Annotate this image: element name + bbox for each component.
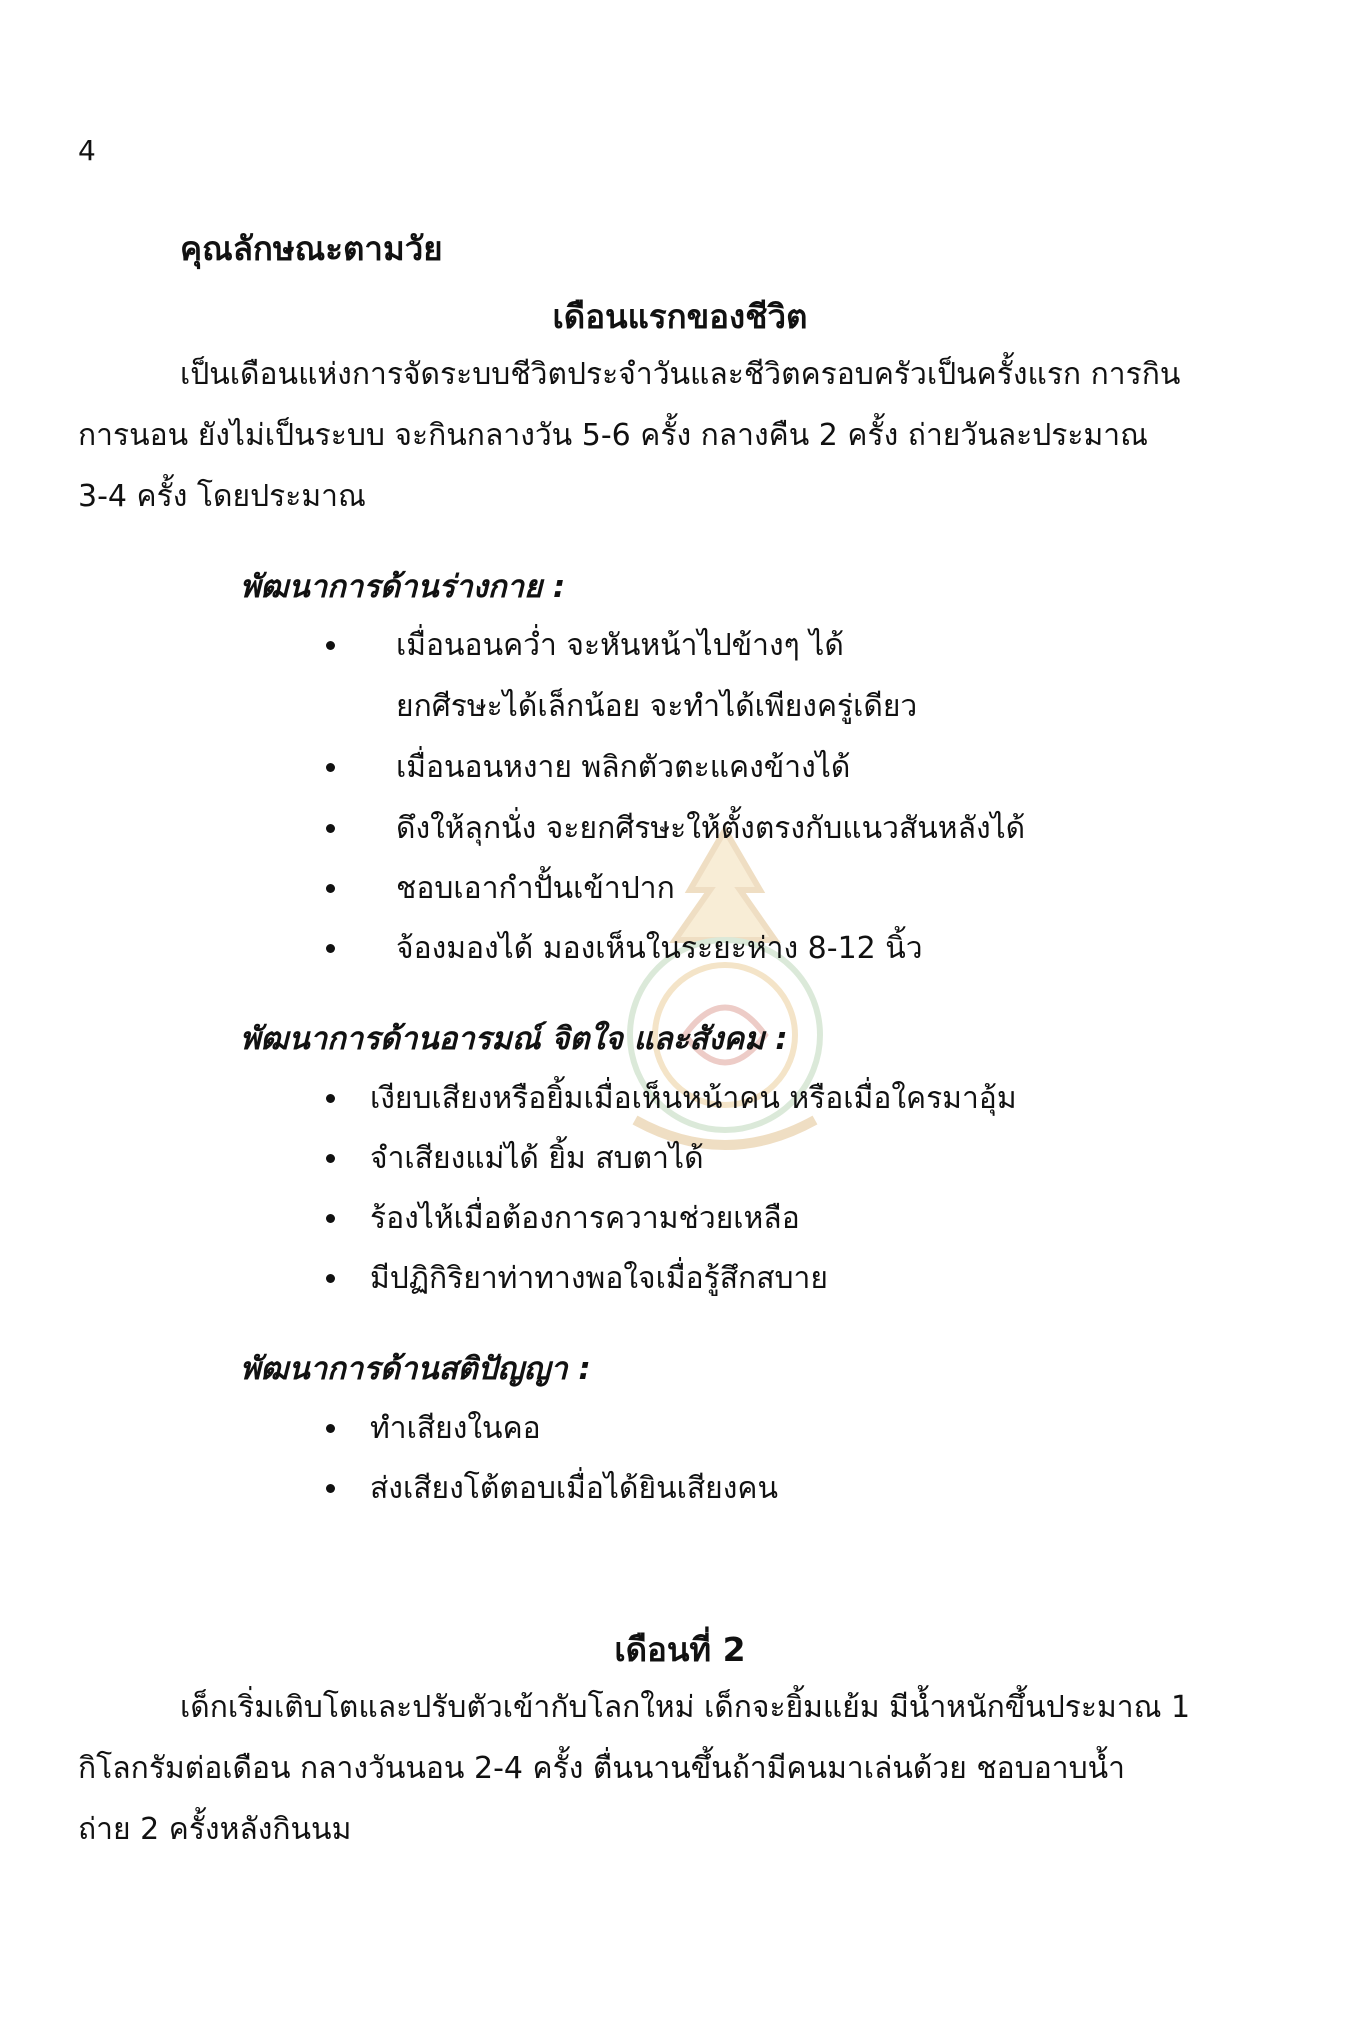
emotional-dev-title: พัฒนาการด้านอารมณ์ จิตใจ และสังคม : [240,1021,788,1057]
month2-intro-line-1: เด็กเริ่มเติบโตและปรับตัวเข้ากับโลกใหม่ เด็กจะยิ้มแย้ม มีน้ำหนักขึ้นประมาณ 1 [180,1690,1191,1725]
physical-item-4: ชอบเอากำปั้นเข้าปาก [396,871,675,906]
emotional-item-3: ร้องไห้เมื่อต้องการความช่วยเหลือ [370,1201,800,1236]
bullet-icon [326,884,335,893]
bullet-icon [326,944,335,953]
bullet-icon [326,1424,335,1433]
bullet-icon [326,763,335,772]
month1-intro-line-2: การนอน ยังไม่เป็นระบบ จะกินกลางวัน 5-6 ครั้ง กลางคืน 2 ครั้ง ถ่ายวันละประมาณ [78,418,1148,453]
intellectual-item-1: ทำเสียงในคอ [370,1411,541,1446]
bullet-icon [326,1484,335,1493]
month2-title: เดือนที่ 2 [614,1630,746,1669]
bullet-icon [326,1214,335,1223]
emotional-item-1: เงียบเสียงหรือยิ้มเมื่อเห็นหน้าคน หรือเมื่อใครมาอุ้ม [370,1081,1017,1116]
bullet-icon [326,1094,335,1103]
month1-title: เดือนแรกของชีวิต [552,297,808,336]
bullet-icon [326,1154,335,1163]
bullet-icon [326,641,335,650]
physical-item-2: เมื่อนอนหงาย พลิกตัวตะแคงข้างได้ [396,750,851,785]
intellectual-item-2: ส่งเสียงโต้ตอบเมื่อได้ยินเสียงคน [370,1471,778,1506]
month2-intro-line-2: กิโลกรัมต่อเดือน กลางวันนอน 2-4 ครั้ง ตื่นนานขึ้นถ้ามีคนมาเล่นด้วย ชอบอาบน้ำ [78,1751,1125,1786]
page-number: 4 [78,134,96,167]
emotional-item-2: จำเสียงแม่ได้ ยิ้ม สบตาได้ [370,1141,704,1176]
physical-dev-title: พัฒนาการด้านร่างกาย : [240,569,566,605]
physical-item-1-cont: ยกศีรษะได้เล็กน้อย จะทำได้เพียงครู่เดียว [396,689,918,724]
intellectual-dev-title: พัฒนาการด้านสติปัญญา : [240,1351,591,1387]
physical-item-1: เมื่อนอนคว่ำ จะหันหน้าไปข้างๆ ได้ [396,628,844,663]
month1-intro-line-1: เป็นเดือนแห่งการจัดระบบชีวิตประจำวันและชีวิตครอบครัวเป็นครั้งแรก การกิน [180,357,1181,392]
physical-item-3: ดึงให้ลุกนั่ง จะยกศีรษะให้ตั้งตรงกับแนวสันหลังได้ [396,811,1026,846]
bullet-icon [326,824,335,833]
bullet-icon [326,1274,335,1283]
emotional-item-4: มีปฏิกิริยาท่าทางพอใจเมื่อรู้สึกสบาย [370,1261,828,1296]
physical-item-5: จ้องมองได้ มองเห็นในระยะห่าง 8-12 นิ้ว [396,931,923,966]
month2-intro-line-3: ถ่าย 2 ครั้งหลังกินนม [78,1812,352,1847]
section-heading: คุณลักษณะตามวัย [180,229,443,268]
month1-intro-line-3: 3-4 ครั้ง โดยประมาณ [78,479,366,514]
